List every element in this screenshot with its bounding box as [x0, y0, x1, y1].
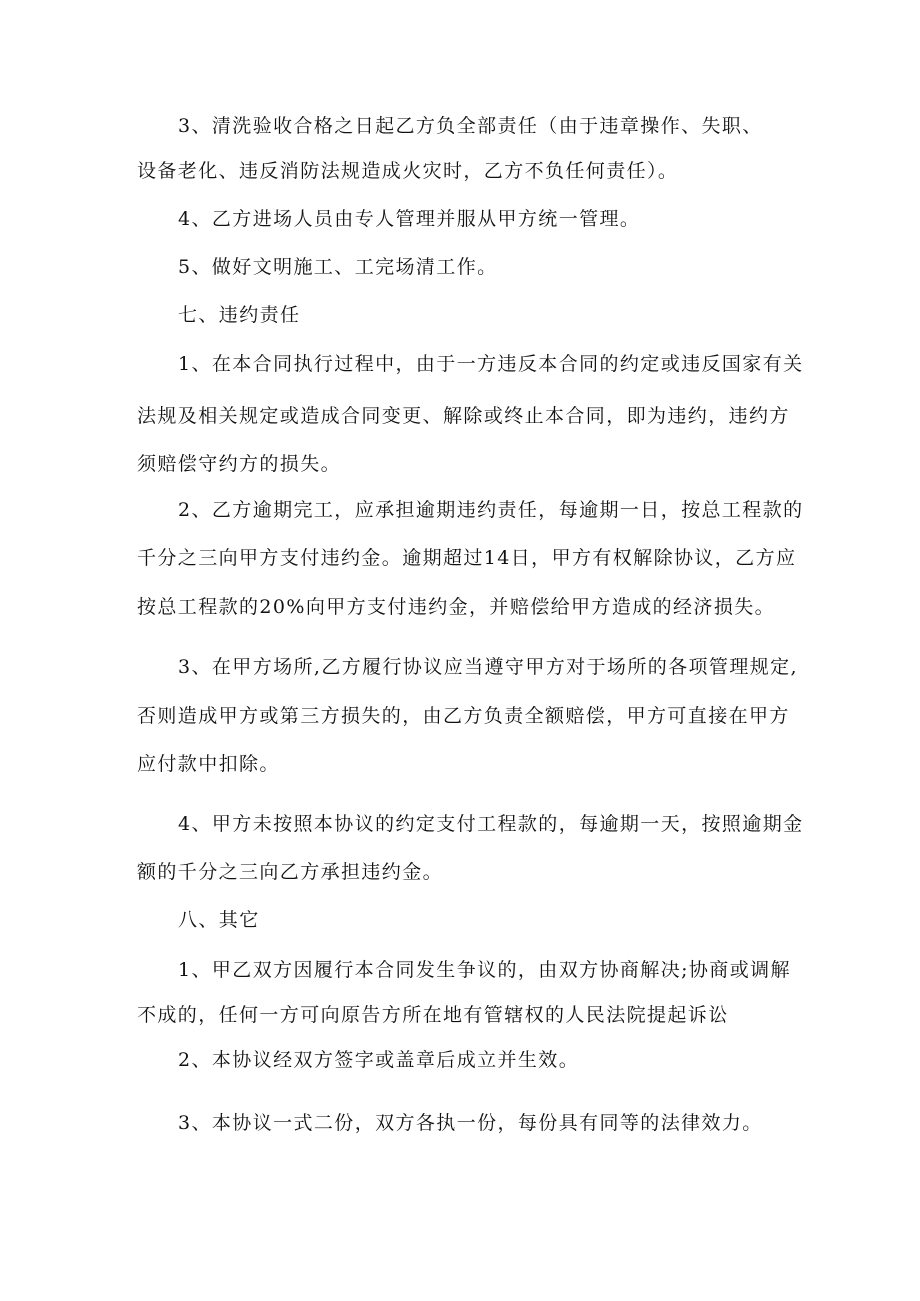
- s6-item5: 5、做好文明施工、工完场清工作。: [178, 256, 498, 278]
- s7-item4-line1: 4、甲方未按照本协议的约定支付工程款的，每逾期一天，按照逾期金: [178, 813, 804, 835]
- section8-heading: 八、其它: [178, 909, 260, 931]
- s7-item1-line1: 1、在本合同执行过程中，由于一方违反本合同的约定或违反国家有关: [178, 353, 804, 375]
- s8-item1-line2: 不成的，任何一方可向原告方所在地有管辖权的人民法院提起诉讼: [137, 1004, 729, 1026]
- s7-item2-line1: 2、乙方逾期完工，应承担逾期违约责任，每逾期一日，按总工程款的: [178, 499, 804, 521]
- s8-item3: 3、本协议一式二份，双方各执一份，每份具有同等的法律效力。: [178, 1112, 763, 1134]
- s7-item1-line3: 须赔偿守约方的损失。: [137, 453, 342, 475]
- s7-item3-line3: 应付款中扣除。: [137, 753, 280, 775]
- s6-item3-line1: 3、清洗验收合格之日起乙方负全部责任（由于违章操作、失职、: [178, 115, 763, 137]
- s7-item1-line2: 法规及相关规定或造成合同变更、解除或终止本合同，即为违约，违约方: [137, 405, 790, 427]
- s7-item4-line2: 额的千分之三向乙方承担违约金。: [137, 861, 444, 883]
- s8-item2: 2、本协议经双方签字或盖章后成立并生效。: [178, 1049, 580, 1071]
- s8-item1-line1: 1、甲乙双方因履行本合同发生争议的，由双方协商解决;协商或调解: [178, 959, 791, 981]
- s7-item2-line3: 按总工程款的20%向甲方支付违约金，并赔偿给甲方造成的经济损失。: [137, 596, 776, 618]
- s6-item3-line2: 设备老化、违反消防法规造成火灾时，乙方不负任何责任）。: [137, 160, 679, 182]
- s7-item3-line2: 否则造成甲方或第三方损失的，由乙方负责全额赔偿，甲方可直接在甲方: [137, 705, 790, 727]
- s6-item4: 4、乙方进场人员由专人管理并服从甲方统一管理。: [178, 208, 641, 230]
- section7-heading: 七、违约责任: [178, 304, 301, 326]
- s7-item3-line1: 3、在甲方场所,乙方履行协议应当遵守甲方对于场所的各项管理规定,: [178, 656, 798, 678]
- s7-item2-line2: 千分之三向甲方支付违约金。逾期超过14日，甲方有权解除协议，乙方应: [137, 547, 797, 569]
